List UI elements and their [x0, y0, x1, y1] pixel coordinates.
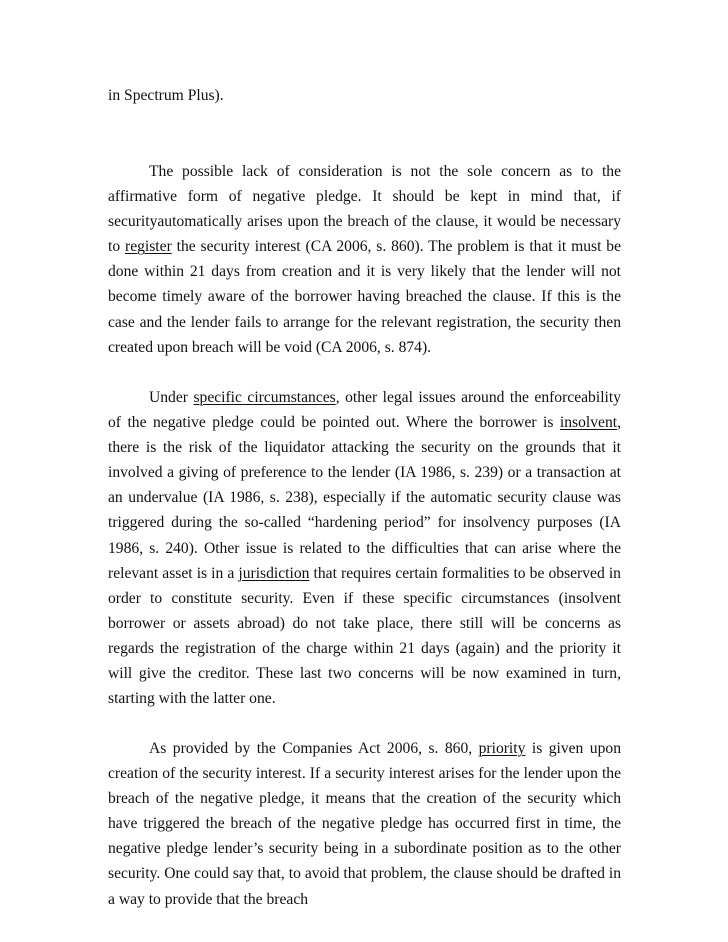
paragraph-4-text-2: is given upon creation of the security interest. If a security interest arises for the lender upon the breach of the negative pledge, it means that the creation of the security which have triggered the breach of the negative pledge has occurred first in time, the negative pledge lender’s security being in a subordinate position as to the other security. One could say that, to avoid that problem, the clause should be drafted in a way to provide that the breach	[108, 740, 621, 908]
paragraph-4-text-1: As provided by the Companies Act 2006, s. 860,	[149, 740, 479, 757]
paragraph-3-text-2: , other legal issues around the enforceability of the negative pledge could be pointed out. Where the borrower is	[108, 389, 621, 432]
link-priority[interactable]: priority	[478, 740, 526, 757]
link-jurisdiction[interactable]: jurisdiction	[238, 564, 310, 582]
paragraph-3-text-1: Under	[149, 389, 194, 406]
paragraph-consideration-registration	[108, 159, 621, 360]
link-specific-circumstances[interactable]: specific circumstances	[193, 389, 336, 406]
link-register[interactable]: register	[125, 238, 172, 256]
paragraph-legal-issues	[108, 385, 621, 711]
paragraph-priority	[108, 736, 621, 912]
paragraph-3-text-4: that requires certain formalities to be observed in order to constitute security. Even if these specific circumstances (insolvent borrower or assets abroad) do not take place, there still will be concerns as regards the registration of the charge within 21 days (again) and the priority it will give the creditor. These last two concerns will be now examined in turn, starting with the latter one.	[108, 564, 621, 708]
paragraph-3-text-3: , there is the risk of the liquidator attacking the security on the grounds that it involved a giving of preference to the lender (IA 1986, s. 239) or a transaction at an undervalue (IA 1986, s. 238), especially if the automatic security clause was triggered during the so-called “hardening period” for insolvency purposes (IA 1986, s. 240). Other issue is related to the difficulties that can arise where the relevant asset is in a	[108, 414, 621, 582]
link-insolvent[interactable]: insolvent	[559, 414, 618, 432]
paragraph-2-text-1: The possible lack of consideration is not the sole concern as to the affirmative form of negative pledge. It should be kept in mind that, if securityautomatically arises upon the breach of the clause, it would be necessary to	[108, 163, 621, 256]
opening-line: in Spectrum Plus).	[108, 87, 224, 104]
paragraph-2-text-2: the security interest (CA 2006, s. 860). The problem is that it must be done within 21 days from creation and it is very likely that the lender will not become timely aware of the borrower having breached the clause. If this is the case and the lender fails to arrange for the relevant registration, the security then created upon breach will be void (CA 2006, s. 874).	[108, 238, 622, 356]
